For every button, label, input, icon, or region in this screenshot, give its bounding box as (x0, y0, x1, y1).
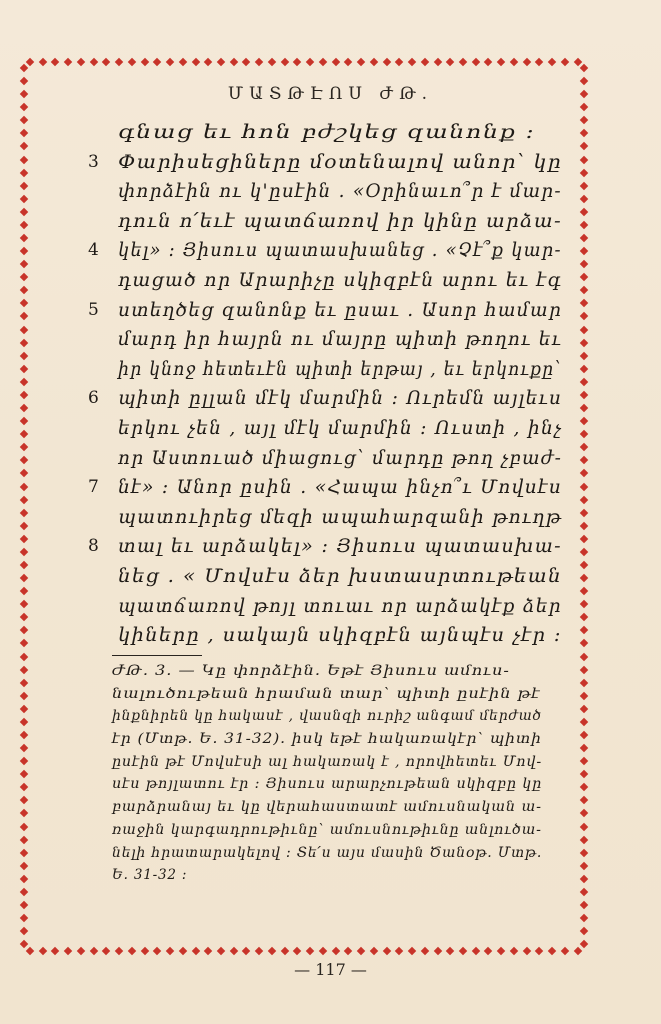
border-diamond (280, 58, 288, 66)
text-line (62, 532, 562, 562)
border-diamond (204, 58, 212, 66)
border-diamond (20, 195, 28, 203)
border-diamond (535, 58, 543, 66)
border-diamond (306, 947, 314, 955)
verse-number: 6 (88, 388, 99, 409)
border-diamond (306, 58, 314, 66)
verse-number: 8 (88, 536, 99, 557)
border-diamond (20, 757, 28, 765)
border-diamond (20, 273, 28, 281)
border-diamond (580, 116, 588, 124)
border-diamond (20, 495, 28, 503)
border-top (26, 58, 582, 66)
verse-text: որ Աստուած միացուց՝ մարդը թող չբաժ- (118, 446, 563, 469)
border-diamond (331, 58, 339, 66)
border-diamond (20, 286, 28, 294)
border-diamond (382, 58, 390, 66)
border-diamond (395, 58, 403, 66)
border-diamond (522, 947, 530, 955)
border-diamond (580, 548, 588, 556)
border-diamond (548, 58, 556, 66)
border-diamond (89, 947, 97, 955)
border-diamond (128, 947, 136, 955)
border-diamond (395, 947, 403, 955)
verse-text: նեց . « Մովսէս ձեր խստասրտութեան (118, 564, 562, 587)
verse-text: ստեղծեց զանոնք եւ ըսաւ . Ասոր համար (118, 298, 563, 321)
footnote-line: ԺԹ. 3. — Կը փորձէին. Եթէ Յիսուս ամուս- (112, 663, 510, 679)
border-diamond (580, 888, 588, 896)
border-diamond (580, 901, 588, 909)
border-diamond (20, 116, 28, 124)
text-line (62, 592, 562, 622)
border-diamond (20, 129, 28, 137)
text-line (62, 296, 562, 326)
verse-text: փորձէին ու կ'ըսէին . «Օրինաւո՞ր է մար- (118, 180, 562, 203)
border-diamond (357, 947, 365, 955)
border-diamond (580, 770, 588, 778)
border-diamond (580, 469, 588, 477)
border-diamond (580, 286, 588, 294)
border-diamond (580, 443, 588, 451)
border-diamond (230, 947, 238, 955)
border-diamond (580, 718, 588, 726)
border-diamond (89, 58, 97, 66)
border-diamond (580, 103, 588, 111)
border-diamond (319, 947, 327, 955)
border-diamond (580, 783, 588, 791)
border-diamond (20, 848, 28, 856)
border-diamond (580, 456, 588, 464)
border-diamond (580, 208, 588, 216)
border-diamond (217, 58, 225, 66)
border-diamond (20, 299, 28, 307)
border-diamond (580, 417, 588, 425)
border-diamond (471, 58, 479, 66)
footnote-separator (112, 655, 202, 656)
border-diamond (20, 888, 28, 896)
border-diamond (20, 901, 28, 909)
border-diamond (580, 626, 588, 634)
border-diamond (497, 947, 505, 955)
border-diamond (484, 58, 492, 66)
border-diamond (20, 338, 28, 346)
border-diamond (293, 947, 301, 955)
border-diamond (433, 58, 441, 66)
border-diamond (20, 168, 28, 176)
border-diamond (497, 58, 505, 66)
border-diamond (510, 947, 518, 955)
border-diamond (580, 168, 588, 176)
border-diamond (319, 58, 327, 66)
border-diamond (580, 234, 588, 242)
border-diamond (580, 221, 588, 229)
border-diamond (459, 58, 467, 66)
border-diamond (20, 521, 28, 529)
text-line (62, 207, 562, 237)
border-diamond (128, 58, 136, 66)
border-diamond (510, 58, 518, 66)
border-diamond (20, 744, 28, 752)
border-diamond (580, 600, 588, 608)
border-diamond (20, 221, 28, 229)
border-diamond (153, 58, 161, 66)
border-diamond (20, 822, 28, 830)
border-diamond (20, 430, 28, 438)
border-diamond (179, 947, 187, 955)
border-diamond (102, 947, 110, 955)
border-diamond (20, 731, 28, 739)
border-diamond (580, 404, 588, 412)
border-diamond (580, 155, 588, 163)
text-line (62, 118, 562, 148)
border-diamond (580, 273, 588, 281)
border-diamond (20, 325, 28, 333)
border-diamond (446, 947, 454, 955)
border-diamond (20, 260, 28, 268)
border-diamond (580, 325, 588, 333)
border-diamond (580, 639, 588, 647)
border-diamond (580, 561, 588, 569)
border-diamond (459, 947, 467, 955)
border-diamond (38, 58, 46, 66)
footnotes (112, 660, 552, 887)
footnote-line: ըսէին թէ Մովսէսի ալ հակառակ է , որովհետեւ Մով- (112, 753, 542, 770)
border-diamond (580, 587, 588, 595)
border-diamond (408, 947, 416, 955)
verse-text: դուն ո՛եւէ պատճառով իր կինը արձա- (118, 209, 562, 232)
border-diamond (580, 351, 588, 359)
border-left (20, 64, 28, 949)
text-line (62, 177, 562, 207)
border-diamond (580, 181, 588, 189)
border-diamond (382, 947, 390, 955)
border-diamond (580, 365, 588, 373)
border-diamond (370, 947, 378, 955)
border-diamond (580, 521, 588, 529)
page-number: — 117 — (294, 960, 367, 979)
border-diamond (255, 947, 263, 955)
text-line (62, 355, 562, 385)
border-diamond (580, 835, 588, 843)
border-diamond (20, 548, 28, 556)
verse-text: գնաց եւ հոն բժշկեց զանոնք : (118, 121, 536, 143)
border-diamond (357, 58, 365, 66)
page-header: ՄԱՏԹԷՈՍ ԺԹ. (227, 84, 434, 104)
verse-number: 3 (88, 151, 99, 172)
border-diamond (580, 378, 588, 386)
border-diamond (77, 58, 85, 66)
verse-text: Փարիսեցիները մօտենալով անոր՝ կը (118, 150, 563, 173)
border-diamond (64, 58, 72, 66)
border-diamond (580, 338, 588, 346)
text-line (62, 325, 562, 355)
border-diamond (20, 142, 28, 150)
border-diamond (580, 574, 588, 582)
border-diamond (561, 58, 569, 66)
border-diamond (191, 58, 199, 66)
border-bottom (26, 947, 582, 955)
verse-text: դացած որ Արարիչը սկիզբէն արու եւ էգ (118, 268, 562, 291)
verse-text: երկու չեն , այլ մէկ մարմին : Ուստի , ինչ (118, 416, 563, 439)
border-diamond (166, 947, 174, 955)
border-diamond (20, 770, 28, 778)
border-diamond (20, 927, 28, 935)
main-text (62, 118, 562, 651)
border-diamond (20, 705, 28, 713)
border-diamond (20, 692, 28, 700)
verse-number: 4 (88, 240, 99, 261)
border-diamond (580, 705, 588, 713)
text-line (62, 444, 562, 474)
text-line (62, 621, 562, 651)
border-diamond (20, 875, 28, 883)
border-diamond (20, 796, 28, 804)
border-diamond (20, 365, 28, 373)
verse-text: կիները , սակայն սկիզբէն այնպէս չէր : (118, 624, 562, 647)
border-diamond (580, 535, 588, 543)
border-diamond (580, 260, 588, 268)
border-diamond (20, 587, 28, 595)
border-diamond (446, 58, 454, 66)
border-diamond (580, 875, 588, 883)
border-diamond (242, 947, 250, 955)
border-diamond (580, 508, 588, 516)
border-diamond (20, 613, 28, 621)
border-diamond (230, 58, 238, 66)
border-diamond (20, 417, 28, 425)
border-diamond (153, 947, 161, 955)
border-diamond (20, 443, 28, 451)
border-diamond (580, 613, 588, 621)
border-diamond (20, 652, 28, 660)
border-diamond (408, 58, 416, 66)
border-diamond (20, 783, 28, 791)
border-diamond (20, 835, 28, 843)
border-diamond (140, 947, 148, 955)
border-diamond (20, 469, 28, 477)
verse-number: 7 (88, 477, 99, 498)
footnote-line: ռաջին կարգադրութիւնը՝ ամուսնութիւնը անլուծա- (112, 821, 542, 838)
border-diamond (548, 947, 556, 955)
verse-text: տալ եւ արձակել» : Յիսուս պատասխա- (118, 535, 562, 558)
border-diamond (20, 862, 28, 870)
border-diamond (217, 947, 225, 955)
border-diamond (38, 947, 46, 955)
text-line (62, 236, 562, 266)
border-diamond (535, 947, 543, 955)
footnote-line: նալուծութեան հրաման տար՝ պիտի ըսէին թէ (112, 685, 541, 702)
border-diamond (580, 195, 588, 203)
border-diamond (20, 678, 28, 686)
border-diamond (64, 947, 72, 955)
border-diamond (140, 58, 148, 66)
text-line (62, 414, 562, 444)
border-diamond (580, 312, 588, 320)
border-diamond (344, 947, 352, 955)
border-diamond (20, 234, 28, 242)
border-diamond (421, 58, 429, 66)
border-diamond (102, 58, 110, 66)
border-diamond (20, 718, 28, 726)
footnote-line: բարձրանայ եւ կը վերահաստատէ ամուսնական ա- (112, 799, 542, 816)
border-diamond (268, 58, 276, 66)
border-diamond (344, 58, 352, 66)
border-diamond (20, 914, 28, 922)
border-diamond (242, 58, 250, 66)
verse-text: պիտի ըլլան մէկ մարմին : Ուրեմն այլեւս (118, 387, 563, 410)
border-diamond (580, 391, 588, 399)
text-line (62, 562, 562, 592)
border-diamond (20, 64, 28, 72)
border-diamond (484, 947, 492, 955)
border-diamond (20, 208, 28, 216)
verse-text: մարդ իր հայրն ու մայրը պիտի թողու եւ (118, 328, 563, 351)
border-diamond (580, 142, 588, 150)
border-diamond (20, 574, 28, 582)
border-diamond (20, 561, 28, 569)
verse-text: նէ» : Անոր ըսին . «Հապա ինչո՞ւ Մովսէս (118, 476, 563, 499)
border-diamond (522, 58, 530, 66)
border-diamond (580, 247, 588, 255)
text-line (62, 473, 562, 503)
border-diamond (20, 600, 28, 608)
border-diamond (166, 58, 174, 66)
footnote-line: նելի հրատարակելով : Տե՛ս այս մասին Ծանօթ. Մտթ. (112, 844, 543, 861)
border-diamond (191, 947, 199, 955)
border-diamond (580, 64, 588, 72)
border-diamond (370, 58, 378, 66)
text-line (62, 384, 562, 414)
verse-text: պատճառով թոյլ տուաւ որ արձակէք ձեր (118, 594, 562, 617)
border-diamond (20, 391, 28, 399)
border-diamond (77, 947, 85, 955)
border-diamond (331, 947, 339, 955)
border-diamond (280, 947, 288, 955)
footnote-line: Ե. 31-32 : (112, 867, 188, 884)
border-diamond (20, 639, 28, 647)
border-diamond (580, 848, 588, 856)
border-diamond (421, 947, 429, 955)
border-diamond (20, 155, 28, 163)
border-diamond (20, 404, 28, 412)
border-diamond (580, 129, 588, 137)
border-diamond (293, 58, 301, 66)
footnote-line: սէս թոյլատու էր : Յիսուս արարչութեան սկիզբը կը (112, 776, 543, 793)
border-diamond (580, 495, 588, 503)
verse-number: 5 (88, 299, 99, 320)
border-diamond (20, 456, 28, 464)
border-diamond (20, 378, 28, 386)
border-diamond (580, 914, 588, 922)
border-diamond (433, 947, 441, 955)
text-line (62, 148, 562, 178)
border-diamond (20, 181, 28, 189)
border-diamond (580, 822, 588, 830)
border-diamond (179, 58, 187, 66)
border-diamond (20, 247, 28, 255)
verse-text: կել» : Յիսուս պատասխանեց . «Չէ՞ք կար- (118, 239, 562, 262)
text-line (62, 266, 562, 296)
border-diamond (20, 535, 28, 543)
border-diamond (20, 103, 28, 111)
border-diamond (51, 947, 59, 955)
border-diamond (204, 947, 212, 955)
border-diamond (580, 940, 588, 948)
border-diamond (20, 940, 28, 948)
border-diamond (580, 299, 588, 307)
border-diamond (115, 947, 123, 955)
border-diamond (580, 482, 588, 490)
border-diamond (20, 809, 28, 817)
footnote-line: ինքնիրեն կը հակասէ , վասնզի ուրիշ անգամ մերժած (112, 708, 542, 725)
verse-text: իր կնոջ հետեւէն պիտի երթայ , եւ երկուքը՝ (118, 357, 562, 380)
border-diamond (580, 927, 588, 935)
border-diamond (20, 482, 28, 490)
border-diamond (20, 312, 28, 320)
border-diamond (51, 58, 59, 66)
border-diamond (20, 665, 28, 673)
border-diamond (471, 947, 479, 955)
text-line (62, 503, 562, 533)
footnote-line: էր (Մտթ. Ե. 31-32). իսկ եթէ հակառակէր՝ պիտի (112, 731, 542, 748)
border-diamond (255, 58, 263, 66)
border-diamond (20, 508, 28, 516)
verse-text: պատուիրեց մեզի ապահարզանի թուղթ (118, 505, 563, 528)
border-diamond (580, 430, 588, 438)
border-diamond (115, 58, 123, 66)
border-diamond (561, 947, 569, 955)
border-diamond (268, 947, 276, 955)
border-diamond (20, 626, 28, 634)
border-diamond (580, 757, 588, 765)
border-diamond (580, 862, 588, 870)
border-diamond (20, 351, 28, 359)
